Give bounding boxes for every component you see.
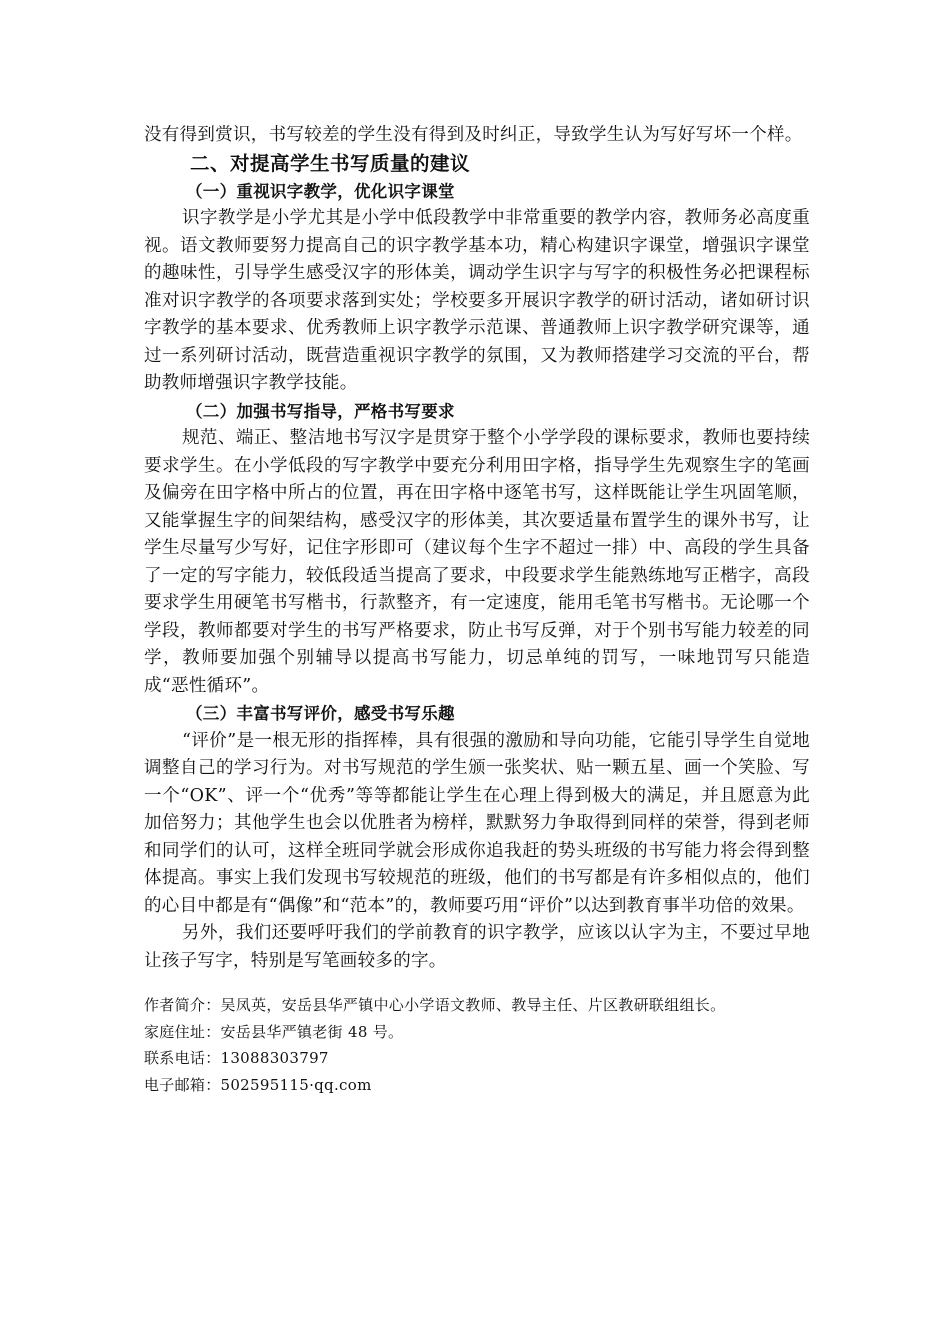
- paragraph-writing-guidance: 规范、端正、整洁地书写汉字是贯穿于整个小学学段的课标要求，教师也要持续要求学生。在小学低段的写字教学中要充分利用田字格，指导学生先观察生字的笔画及偏旁在田字格中所占的位置，再在田字格中逐笔书写，这样既能让学生巩固笔顺，又能掌握生字的间架结构，感受汉字的形体美，其次要适量布置学生的课外书写，让学生尽量写少写好，记住字形即可（建议每个生字不超过一排）中、高段的学生具备了一定的写字能力，较低段适当提高了要求，中段要求学生能熟练地写正楷字，高段要求学生用硬笔书写楷书，行款整齐，有一定速度，能用毛笔书写楷书。无论哪一个学段，教师都要对学生的书写严格要求，防止书写反弹，对于个别书写能力较差的同学，教师要加强个别辅导以提高书写能力，切忌单纯的罚写，一味地罚写只能造成“恶性循环”。: [144, 428, 810, 696]
- author-phone: 联系电话：13088303797: [144, 1049, 329, 1067]
- author-intro: 作者简介：吴凤英，安岳县华严镇中心小学语文教师、教导主任、片区教研联组组长。: [144, 996, 726, 1014]
- subheading-writing-evaluation: （三）丰富书写评价，感受书写乐趣: [186, 704, 455, 723]
- section-heading-suggestions: 二、对提高学生书写质量的建议: [190, 151, 471, 175]
- paragraph-writing-evaluation: “评价”是一根无形的指挥棒，具有很强的激励和导向功能，它能引导学生自觉地调整自己的学习行为。对书写规范的学生颁一张奖状、贴一颗五星、画一个笑脸、写一个“OK”、评一个“优秀”等等都能让学生在心理上得到极大的满足，并且愿意为此加倍努力；其他学生也会以优胜者为榜样，默默努力争取得到同样的荣誉，得到老师和同学们的认可，这样全班同学就会形成你追我赶的势头班级的书写能力将会得到整体提高。事实上我们发现书写较规范的班级，他们的书写都是有许多相似点的，他们的心目中都是有“偶像”和“范本”的，教师要巧用“评价”以达到教育事半功倍的效果。: [144, 730, 810, 916]
- subheading-literacy-teaching: （一）重视识字教学，优化识字课堂: [186, 181, 455, 201]
- paragraph-literacy-teaching: 识字教学是小学尤其是小学中低段教学中非常重要的教学内容，教师务必高度重视。语文教师要努力提高自己的识字教学基本功，精心构建识字课堂，增强识字课堂的趣味性，引导学生感受汉字的形体美，调动学生识字与写字的积极性务必把课程标准对识字教学的各项要求落到实处；学校要多开展识字教学的研讨活动，诸如研讨识字教学的基本要求、优秀教师上识字教学示范课、普通教师上识字教学研究课等，通过一系列研讨活动，既营造重视识字教学的氛围，又为教师搭建学习交流的平台，帮助教师增强识字教学技能。: [144, 208, 810, 393]
- author-address: 家庭住址：安岳县华严镇老街 48 号。: [144, 1022, 404, 1041]
- subheading-writing-guidance: （二）加强书写指导，严格书写要求: [186, 401, 455, 421]
- paragraph-preschool: 另外，我们还要呼吁我们的学前教育的识字教学，应该以认字为主，不要过早地让孩子写字，特别是写笔画较多的字。: [144, 923, 810, 971]
- paragraph-continued: 没有得到赏识，书写较差的学生没有得到及时纠正，导致学生认为写好写坏一个样。: [144, 125, 803, 145]
- author-info: [144, 992, 810, 1098]
- author-email: 电子邮箱：502595115·qq.com: [144, 1075, 372, 1094]
- document-body: [144, 122, 810, 975]
